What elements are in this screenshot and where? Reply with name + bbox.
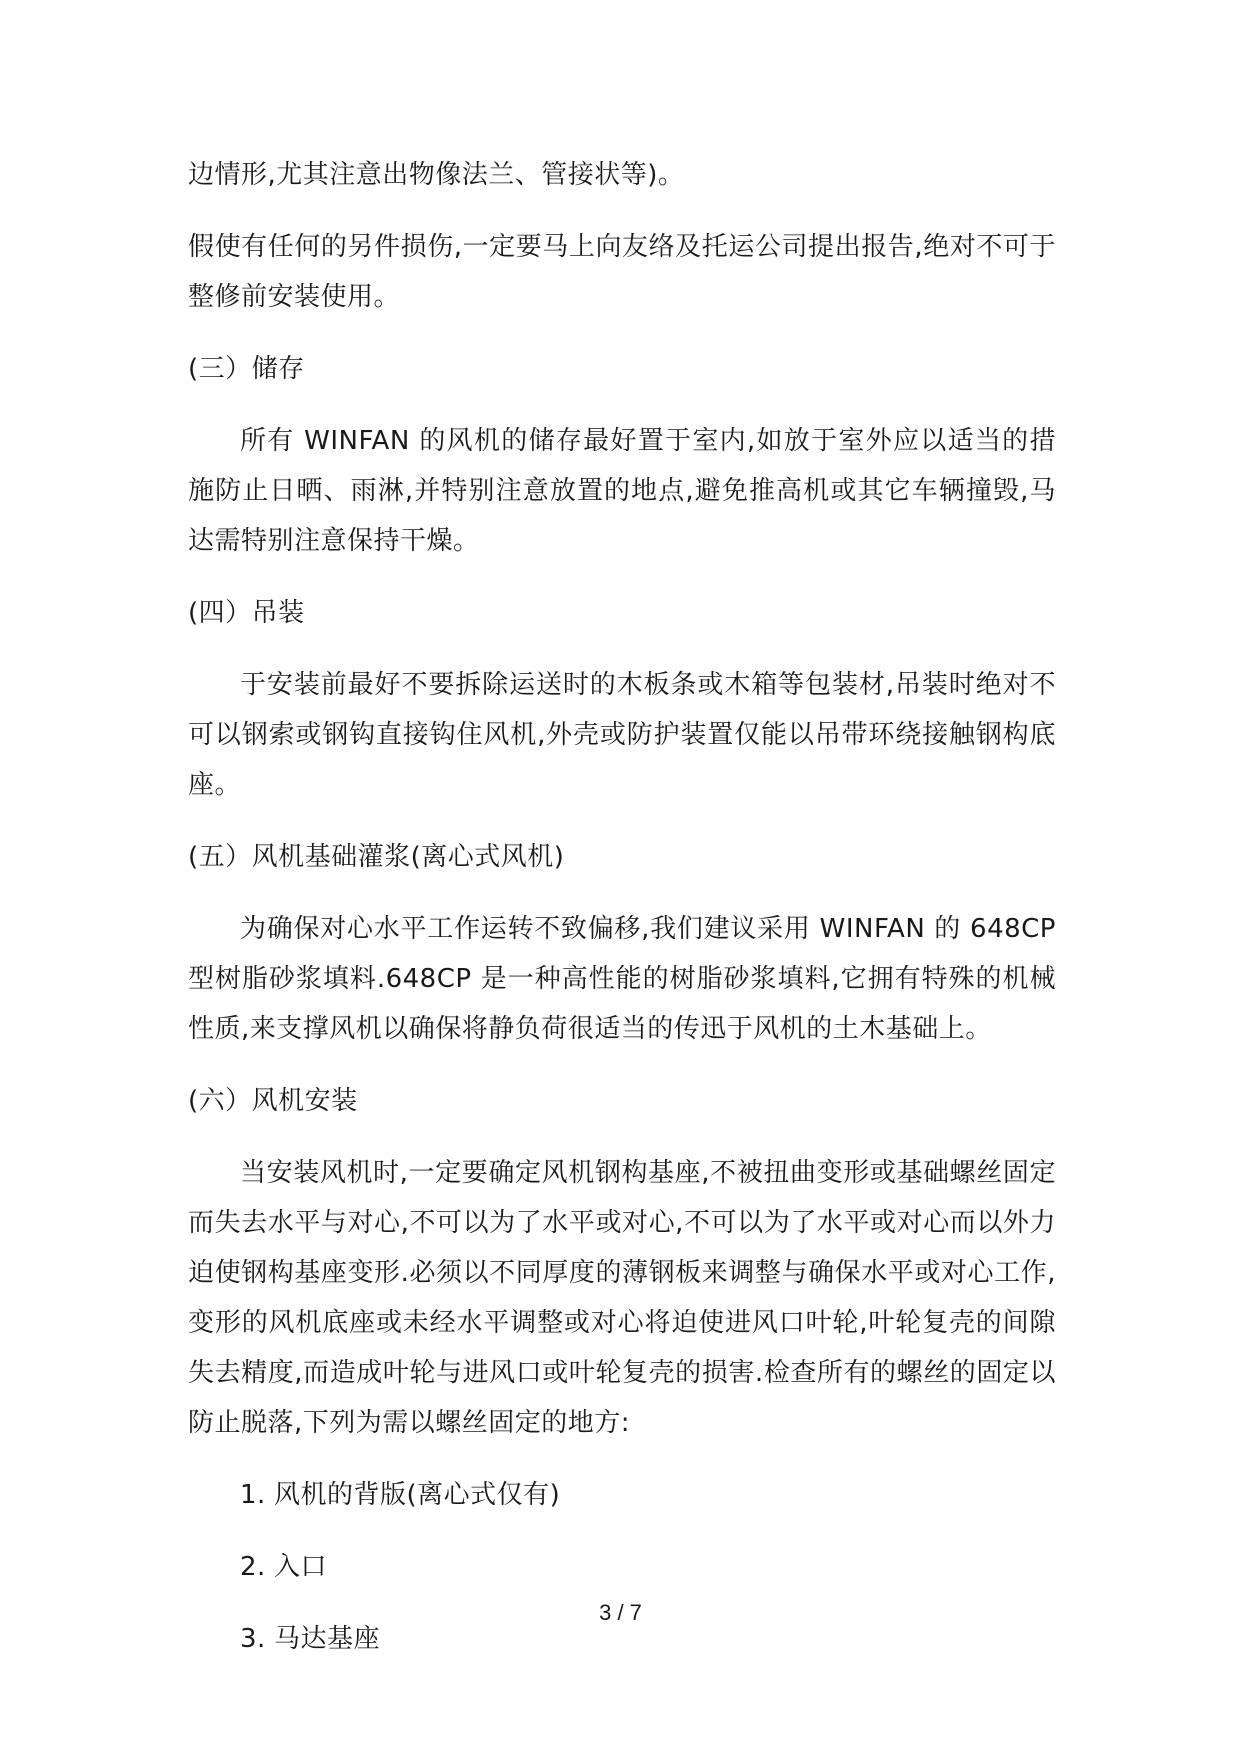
page-number: 3 / 7: [599, 1600, 642, 1625]
bolt-location-list: [188, 1470, 1056, 1664]
list-text: 马达基座: [274, 1624, 381, 1654]
paragraph-grouting: 为确保对心水平工作运转不致偏移,我们建议采用 WINFAN 的 648CP 型树脂砂浆填料.648CP 是一种高性能的树脂砂浆填料,它拥有特殊的机械性质,来支撑风机以确保将静负荷很适当的传迅于风机的土木基础上。: [188, 914, 1056, 1044]
list-text: 入口: [274, 1552, 328, 1582]
section-heading-lifting: (四）吊装: [188, 598, 305, 628]
list-text: 风机的背版(离心式仅有): [274, 1480, 561, 1510]
section-heading-grouting: (五）风机基础灌浆(离心式风机): [188, 842, 565, 872]
paragraph-storage: 所有 WINFAN 的风机的储存最好置于室内,如放于室外应以适当的措施防止日晒、雨淋,并特别注意放置的地点,避免推高机或其它车辆撞毁,马达需特别注意保持干燥。: [188, 426, 1056, 556]
list-item: [188, 1542, 1056, 1592]
paragraph-lifting: 于安装前最好不要拆除运送时的木板条或木箱等包装材,吊装时绝对不可以钢索或钢钩直接钩住风机,外壳或防护装置仅能以吊带环绕接触钢构底座。: [188, 670, 1056, 800]
paragraph-installation: 当安装风机时,一定要确定风机钢构基座,不被扭曲变形或基础螺丝固定而失去水平与对心,不可以为了水平或对心,不可以为了水平或对心而以外力迫使钢构基座变形.必须以不同厚度的薄钢板来调整与确保水平或对心工作,变形的风机底座或未经水平调整或对心将迫使进风口叶轮,叶轮复壳的间隙失去精度,而造成叶轮与进风口或叶轮复壳的损害.检查所有的螺丝的固定以防止脱落,下列为需以螺丝固定的地方:: [188, 1158, 1056, 1438]
section-heading-installation: (六）风机安装: [188, 1086, 358, 1116]
list-number: 2.: [240, 1552, 266, 1582]
page-content: [188, 150, 1056, 1686]
paragraph-shipment-inspection: 边情形,尤其注意出物像法兰、管接状等)。: [188, 160, 685, 190]
list-item: [188, 1470, 1056, 1520]
section-heading-storage: (三）储存: [188, 354, 305, 384]
list-number: 1.: [240, 1480, 266, 1510]
paragraph-damage-report: 假使有任何的另件损伤,一定要马上向友络及托运公司提出报告,绝对不可于整修前安装使用。: [188, 232, 1056, 312]
list-number: 3.: [240, 1624, 266, 1654]
